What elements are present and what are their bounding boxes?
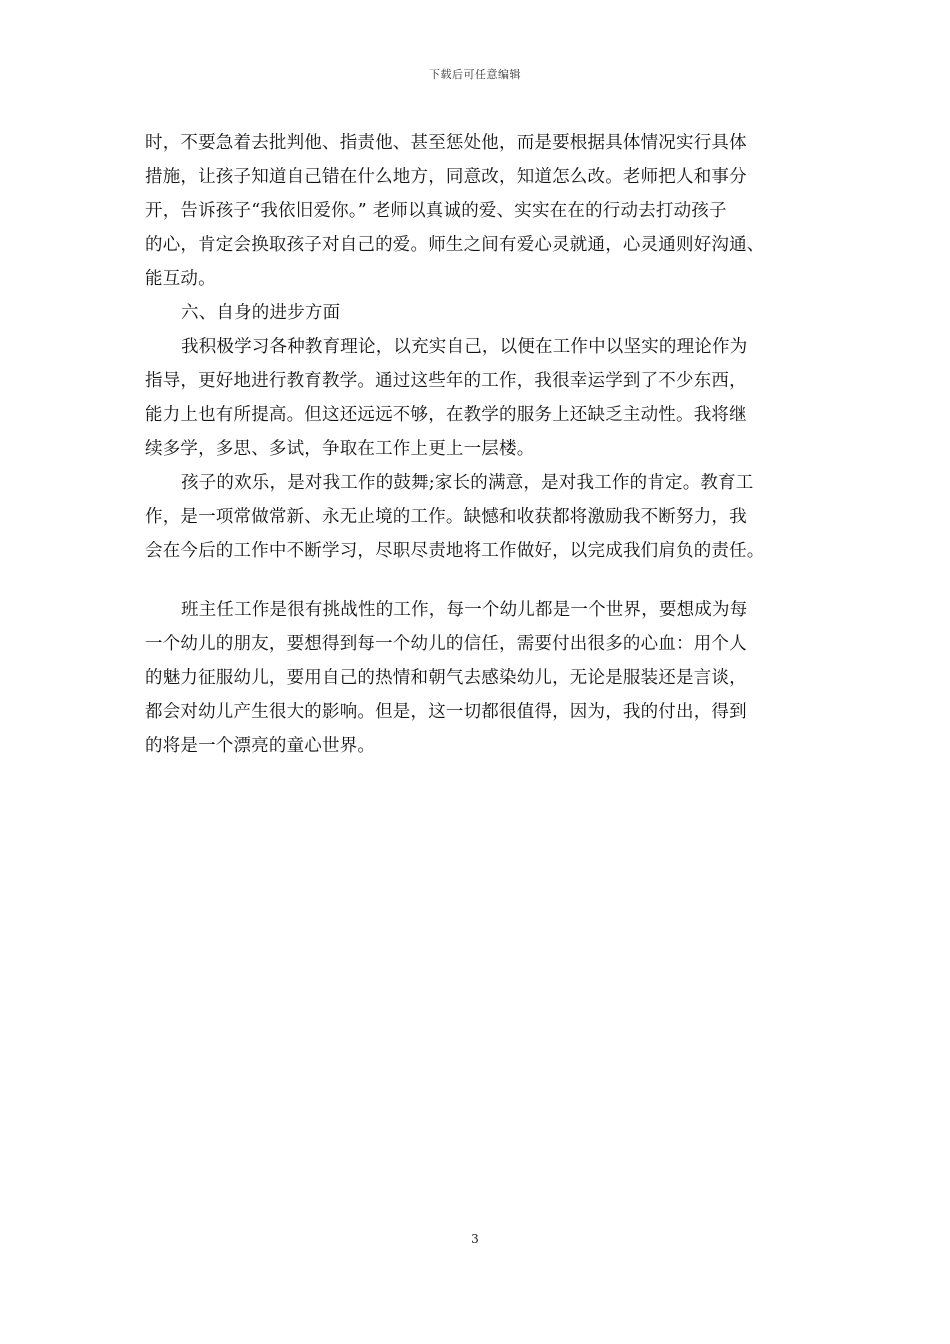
text-line: 孩子的欢乐，是对我工作的鼓舞;家长的满意，是对我工作的肯定。教育工 (181, 473, 754, 493)
paragraph-continuation (145, 126, 827, 296)
page-number: 3 (471, 1232, 479, 1246)
text-line: 开，告诉孩子“我依旧爱你。” 老师以真诚的爱、实实在在的行动去打动孩子 (145, 201, 727, 221)
text-line: 会在今后的工作中不断学习，尽职尽责地将工作做好，以完成我们肩负的责任。 (145, 541, 765, 561)
text-line: 续多学，多思、多试，争取在工作上更上一层楼。 (145, 439, 535, 459)
text-line: 能互动。 (145, 269, 216, 289)
text-line: 我积极学习各种教育理论，以充实自己，以便在工作中以坚实的理论作为 (181, 337, 748, 357)
text-line: 都会对幼儿产生很大的影响。但是，这一切都很值得，因为，我的付出，得到 (145, 702, 747, 722)
paragraph-self-improvement (145, 330, 827, 466)
text-line: 时，不要急着去批判他、指责他、甚至惩处他，而是要根据具体情况实行具体 (145, 133, 747, 153)
text-line: 的魅力征服幼儿，要用自己的热情和朝气去感染幼儿，无论是服装还是言谈， (145, 668, 747, 688)
text-line: 班主任工作是很有挑战性的工作，每一个幼儿都是一个世界，要想成为每 (181, 600, 748, 620)
section-heading-text: 六、自身的进步方面 (181, 303, 341, 323)
section-heading (145, 296, 827, 330)
text-line: 的心，肯定会换取孩子对自己的爱。师生之间有爱心灵就通，心灵通则好沟通、 (145, 235, 765, 255)
text-line: 作，是一项常做常新、永无止境的工作。缺憾和收获都将激励我不断努力，我 (145, 507, 747, 527)
paragraph-class-teacher (145, 593, 827, 763)
page-header: 下载后可任意编辑 (429, 68, 521, 81)
text-line: 的将是一个漂亮的童心世界。 (145, 736, 376, 756)
text-line: 一个幼儿的朋友，要想得到每一个幼儿的信任，需要付出很多的心血：用个人 (145, 634, 747, 654)
text-line: 指导，更好地进行教育教学。通过这些年的工作，我很幸运学到了不少东西， (145, 371, 747, 391)
text-line: 措施，让孩子知道自己错在什么地方，同意改，知道怎么改。老师把人和事分 (145, 167, 747, 187)
document-body (145, 126, 827, 763)
paragraph-conclusion (145, 466, 827, 568)
paragraph-gap (145, 568, 827, 593)
text-line: 能力上也有所提高。但这还远远不够，在教学的服务上还缺乏主动性。我将继 (145, 405, 747, 425)
